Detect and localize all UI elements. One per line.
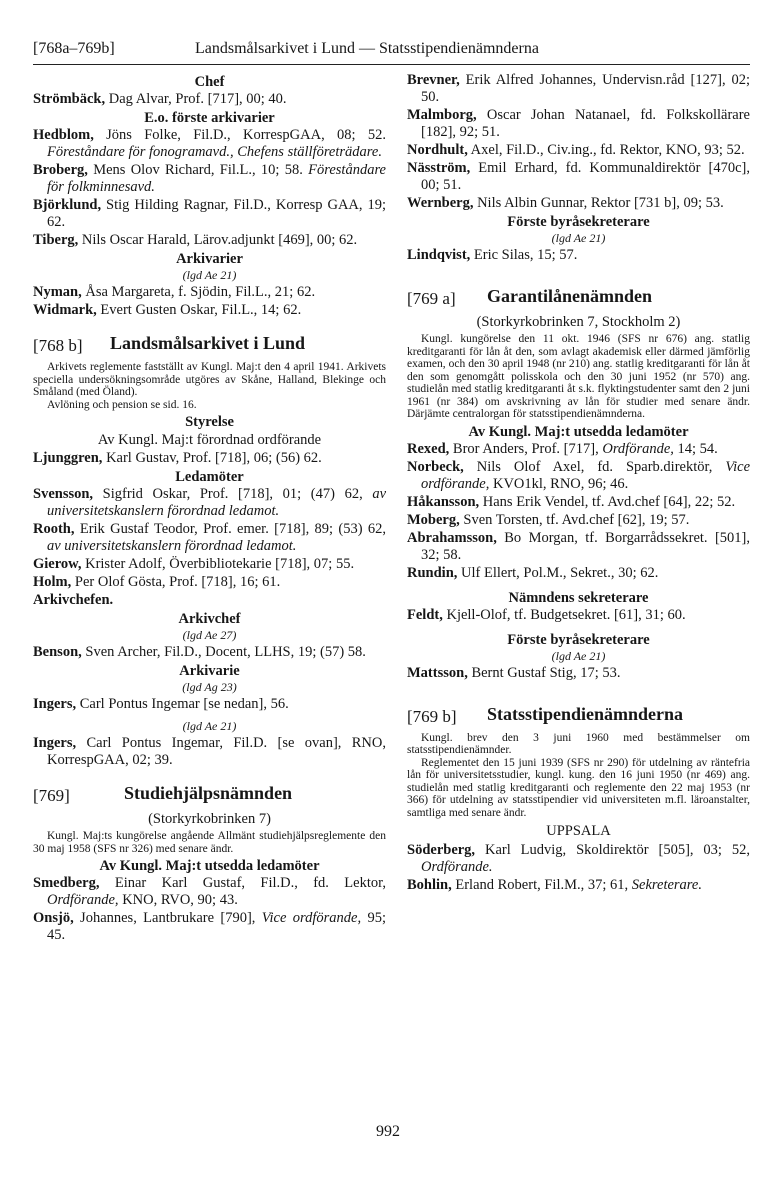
entry-nasstrom: Näsström, Emil Erhard, fd. Kommunaldirektör [470c], 00; 51. — [407, 160, 751, 193]
entry-rexed: Rexed, Bror Anders, Prof. [717], Ordförande, 14; 54. — [407, 440, 718, 457]
chef-heading: Chef — [194, 74, 225, 90]
entry-mattsson: Mattsson, Bernt Gustaf Stig, 17; 53. — [407, 664, 621, 681]
section-769b-heading — [407, 704, 750, 730]
entry-malmborg: Malmborg, Oscar Johan Natanael, fd. Folkskollärare [182], 92; 51. — [407, 107, 750, 140]
section-769-address: (Storkyrkobrinken 7) — [148, 811, 271, 827]
section-769-utsedda-heading: Av Kungl. Maj:t utsedda ledamöter — [99, 858, 320, 874]
arkivarie-grade: (lgd Ag 23) — [182, 680, 237, 694]
section-code: [769 a] — [407, 289, 456, 308]
entry-wernberg: Wernberg, Nils Albin Gunnar, Rektor [731 b], 09; 53. — [407, 195, 724, 211]
entry-norbeck: Norbeck, Nils Olof Axel, fd. Sparb.direktör, Vice ordförande, KVO1kl, RNO, 96; 46. — [407, 458, 751, 492]
forste-byrasekreterare-2-heading: Förste byråsekreterare — [507, 631, 650, 648]
section-769-heading — [33, 783, 386, 809]
arkivchef-grade: (lgd Ae 27) — [182, 628, 237, 642]
entry-widmark: Widmark, Evert Gusten Oskar, Fil.L., 14; 62. — [33, 302, 302, 318]
entry-abrahamsson: Abrahamsson, Bo Morgan, tf. Borgarrådssekret. [501], 32; 58. — [407, 529, 750, 563]
entry-bjorklund: Björklund, Stig Hilding Ragnar, Fil.D., Korresp GAA, 19; 62. — [33, 197, 386, 230]
section-769b-note: Kungl. brev den 3 juni 1960 med bestämmelser om statsstipendienämnder. Reglementet den 15 juni 1939 (SFS nr 290) för utdelning av räntefria lån för universitetsstudier, kungl. kung. den 16 juni 1950 (nr 469) ang. studielån med statlig kreditgaranti och reglemente den 22 maj 1953 (nr 366) för utdelning av statsstipendier vid universiteten m.fl. läroanstalter, samtliga med senare ändr. — [407, 731, 750, 819]
entry-svensson: Svensson, Sigfrid Oskar, Prof. [718], 01; (47) 62, av universitetskanslern förordnad ledamot. — [33, 486, 386, 519]
entry-hedblom: Hedblom, Jöns Folke, Fil.D., KorrespGAA, 08; 52. Föreståndare för fonogramavd., Chefens ställföreträdare. — [33, 127, 386, 160]
forste-byrasekreterare-heading: Förste byråsekreterare — [507, 214, 650, 230]
arkivchef-heading: Arkivchef — [178, 611, 241, 627]
entry-onsjo: Onsjö, Johannes, Lantbrukare [790], Vice ordförande, 95; 45. — [33, 910, 386, 943]
section-title: Studiehjälpsnämnden — [124, 783, 293, 803]
entry-moberg: Moberg, Sven Torsten, tf. Avd.chef [62], 19; 57. — [407, 511, 690, 528]
page-range: [768a–769b] — [33, 40, 115, 57]
section-768b-note: Arkivets reglemente fastställt av Kungl. Maj:t den 4 april 1941. Arkivets speciella undersökningsområde utgöres av Skåne, Halland, Blekinge och Småland (med Öland). Avlöning och pension se sid. 16. — [33, 361, 386, 411]
entry-rundin: Rundin, Ulf Ellert, Pol.M., Sekret., 30; 62. — [407, 564, 659, 581]
section-title: Garantilånenämnden — [487, 286, 653, 306]
styrelse-subheading: Av Kungl. Maj:t förordnad ordförande — [97, 432, 322, 448]
entry-benson: Benson, Sven Archer, Fil.D., Docent, LLHS, 19; (57) 58. — [33, 644, 366, 660]
section-769a-address: (Storkyrkobrinken 7, Stockholm 2) — [476, 314, 681, 330]
arkivarier-grade: (lgd Ae 21) — [182, 268, 237, 282]
running-header — [33, 40, 750, 60]
uppsala-heading: UPPSALA — [546, 823, 611, 839]
ingers-grade: (lgd Ae 21) — [182, 719, 237, 733]
entry-holm: Holm, Per Olof Gösta, Prof. [718], 16; 61. — [33, 574, 281, 590]
arkivarier-heading: Arkivarier — [176, 251, 243, 267]
entry-broberg: Broberg, Mens Olov Richard, Fil.L., 10; 58. Föreståndare för folkminnesavd. — [33, 162, 386, 195]
entry-gierow: Gierow, Krister Adolf, Överbibliotekarie [718], 07; 55. — [33, 556, 355, 572]
entry-nyman: Nyman, Åsa Margareta, f. Sjödin, Fil.L., 21; 62. — [33, 284, 316, 300]
entry-soderberg: Söderberg, Karl Ludvig, Skoldirektör [505], 03; 52, Ordförande. — [407, 842, 750, 875]
section-769-note: Kungl. Maj:ts kungörelse angående Allmänt studiehjälpsreglemente den 30 maj 1958 (SFS nr 326) med senare ändr. — [33, 830, 386, 855]
header-title: Landsmålsarkivet i Lund — Statsstipendienämnderna — [195, 40, 539, 57]
entry-bohlin: Bohlin, Erland Robert, Fil.M., 37; 61, Sekreterare. — [407, 877, 702, 893]
header-rule — [33, 64, 750, 65]
section-code: [768 b] — [33, 336, 83, 355]
section-title: Statsstipendienämnderna — [487, 703, 684, 724]
entry-tiberg: Tiberg, Nils Oscar Harald, Lärov.adjunkt [469], 00; 62. — [33, 232, 358, 248]
section-title: Landsmålsarkivet i Lund — [110, 333, 306, 353]
section-code: [769 b] — [407, 706, 457, 726]
left-column — [33, 72, 386, 945]
entry-lindqvist: Lindqvist, Eric Silas, 15; 57. — [407, 247, 578, 263]
forste-byrasekreterare-2-grade: (lgd Ae 21) — [551, 648, 606, 663]
forste-arkivarier-heading: E.o. förste arkivarier — [144, 110, 275, 126]
entry-stromback: Strömbäck, Dag Alvar, Prof. [717], 00; 40. — [33, 91, 287, 107]
section-769a-utsedda-heading: Av Kungl. Maj:t utsedda ledamöter — [468, 423, 689, 440]
section-768b-heading — [33, 333, 386, 359]
namndens-sekreterare-heading: Nämndens sekreterare — [508, 589, 649, 606]
entry-ingers-2: Ingers, Carl Pontus Ingemar, Fil.D. [se ovan], RNO, KorrespGAA, 02; 39. — [33, 735, 387, 768]
entry-smedberg: Smedberg, Einar Karl Gustaf, Fil.D., fd. Lektor, Ordförande, KNO, RVO, 90; 43. — [33, 875, 386, 908]
entry-arkivchefen: Arkivchefen. — [33, 592, 114, 608]
entry-hakansson: Håkansson, Hans Erik Vendel, tf. Avd.chef [64], 22; 52. — [407, 493, 736, 510]
entry-ljunggren: Ljunggren, Karl Gustav, Prof. [718], 06; (56) 62. — [33, 450, 322, 466]
entry-rooth: Rooth, Erik Gustaf Teodor, Prof. emer. [718], 89; (53) 62, av universitetskanslern förordnad ledamot. — [33, 521, 387, 554]
entry-brevner: Brevner, Erik Alfred Johannes, Undervisn.råd [127], 02; 50. — [407, 72, 750, 105]
right-column — [407, 72, 750, 895]
entry-nordhult: Nordhult, Axel, Fil.D., Civ.ing., fd. Rektor, KNO, 93; 52. — [407, 142, 745, 158]
styrelse-heading: Styrelse — [185, 414, 234, 430]
entry-feldt: Feldt, Kjell-Olof, tf. Budgetsekret. [61], 31; 60. — [407, 606, 686, 623]
page-number: 992 — [376, 1123, 400, 1140]
arkivarie-heading: Arkivarie — [179, 663, 240, 679]
entry-ingers-1: Ingers, Carl Pontus Ingemar [se nedan], 56. — [33, 696, 289, 712]
forste-byrasekreterare-grade: (lgd Ae 21) — [551, 231, 606, 245]
ledamoter-heading: Ledamöter — [175, 469, 244, 485]
section-code: [769] — [33, 786, 70, 805]
section-769a-heading — [407, 286, 750, 312]
section-769a-note: Kungl. kungörelse den 11 okt. 1946 (SFS nr 676) ang. statlig kreditgaranti för lån åt den, som avlagt akademisk eller därmed jämförlig examen, och den 30 april 1948 (nr 210) ang. statlig kreditgaranti för lån åt den som genomgått polisskola och den 30 juni 1952 (nr 570) ang. studielån med statlig kreditgaranti åt s.k. flyktingstudenter samt den 2 juni 1961 (nr 384) om avskrivning av lån för studier med senare ändr. Därjämte centralorgan för statsstipendienämnderna. — [407, 333, 750, 420]
